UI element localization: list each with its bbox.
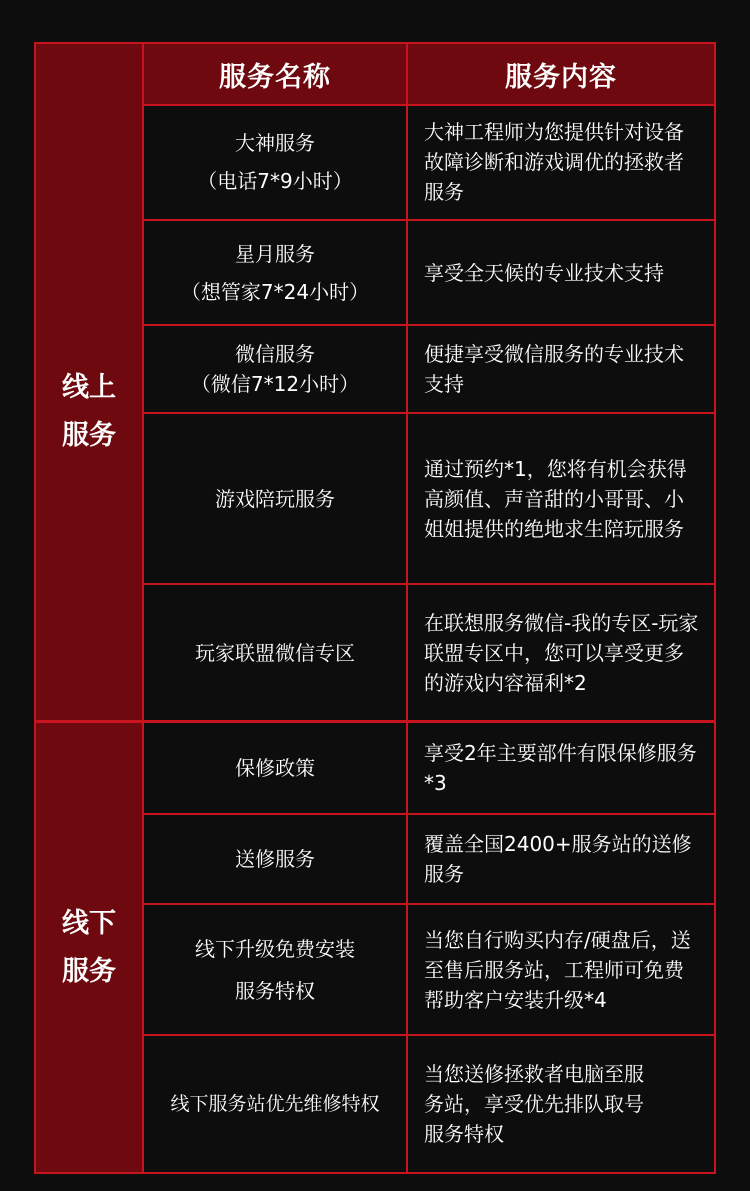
table-row — [144, 104, 714, 221]
service-desc-cell — [408, 221, 714, 324]
header-service-content: 服务内容 — [505, 61, 617, 93]
group-offline-label: 线下服务 — [62, 907, 116, 987]
service-desc: 享受全天候的专业技术支持 — [424, 260, 664, 285]
service-name: 线下升级免费安装 — [195, 936, 355, 961]
service-hours: （电话7*9小时） — [197, 168, 353, 193]
service-hours: （微信7*12小时） — [190, 372, 360, 396]
service-name: 玩家联盟微信专区 — [195, 640, 355, 665]
service-name: 微信服务 — [235, 342, 315, 366]
table-row — [144, 723, 714, 815]
service-desc: 大神工程师为您提供针对设备故障诊断和游戏调优的拯救者服务 — [424, 119, 684, 204]
table-header — [36, 44, 714, 106]
service-name-cell — [144, 1036, 408, 1172]
service-name: 星月服务 — [235, 241, 315, 266]
service-name-cell — [144, 815, 408, 903]
service-desc: 在联想服务微信-我的专区-玩家联盟专区中，您可以享受更多的游戏内容福利*2 — [424, 610, 699, 695]
group-offline — [36, 723, 144, 1172]
service-desc: 当您送修拯救者电脑至服务站，享受优先排队取号服务特权 — [424, 1062, 644, 1146]
table-row — [144, 905, 714, 1036]
service-desc-cell — [408, 585, 714, 720]
service-name: 大神服务 — [235, 130, 315, 155]
service-name-cell — [144, 414, 408, 583]
service-table — [34, 42, 716, 1174]
service-desc-cell — [408, 1036, 714, 1172]
table-row — [144, 414, 714, 585]
service-name-cell — [144, 723, 408, 813]
service-desc-cell — [408, 815, 714, 903]
service-name-cell — [144, 326, 408, 412]
service-desc: 享受2年主要部件有限保修服务*3 — [424, 741, 697, 795]
service-desc: 当您自行购买内存/硬盘后，送至售后服务站，工程师可免费帮助客户安装升级*4 — [424, 927, 691, 1012]
service-name-cell — [144, 905, 408, 1034]
table-row — [144, 585, 714, 720]
service-desc: 覆盖全国2400+服务站的送修服务 — [424, 832, 692, 886]
service-desc-cell — [408, 326, 714, 412]
group-online — [36, 104, 144, 720]
service-name-cell — [144, 585, 408, 720]
service-hours: （想管家7*24小时） — [180, 279, 370, 304]
group-online-label: 线上服务 — [62, 372, 116, 451]
service-name-cell — [144, 221, 408, 324]
service-name: 游戏陪玩服务 — [215, 486, 335, 511]
service-desc-cell — [408, 723, 714, 813]
header-corner — [36, 44, 144, 104]
service-name: 线下服务站优先维修特权 — [170, 1093, 380, 1115]
service-desc-cell — [408, 104, 714, 219]
service-desc: 便捷享受微信服务的专业技术支持 — [424, 342, 684, 396]
table-row — [144, 1036, 714, 1172]
table-row — [144, 326, 714, 414]
service-name-cont: 服务特权 — [235, 978, 315, 1003]
service-name: 保修政策 — [235, 756, 315, 780]
header-service-name: 服务名称 — [144, 44, 408, 104]
table-row — [144, 221, 714, 326]
service-desc-cell — [408, 414, 714, 583]
table-row — [144, 815, 714, 905]
service-name-cell — [144, 104, 408, 219]
service-desc-cell — [408, 905, 714, 1034]
service-name: 送修服务 — [235, 847, 315, 871]
service-desc: 通过预约*1，您将有机会获得高颜值、声音甜的小哥哥、小姐姐提供的绝地求生陪玩服务 — [424, 456, 687, 541]
